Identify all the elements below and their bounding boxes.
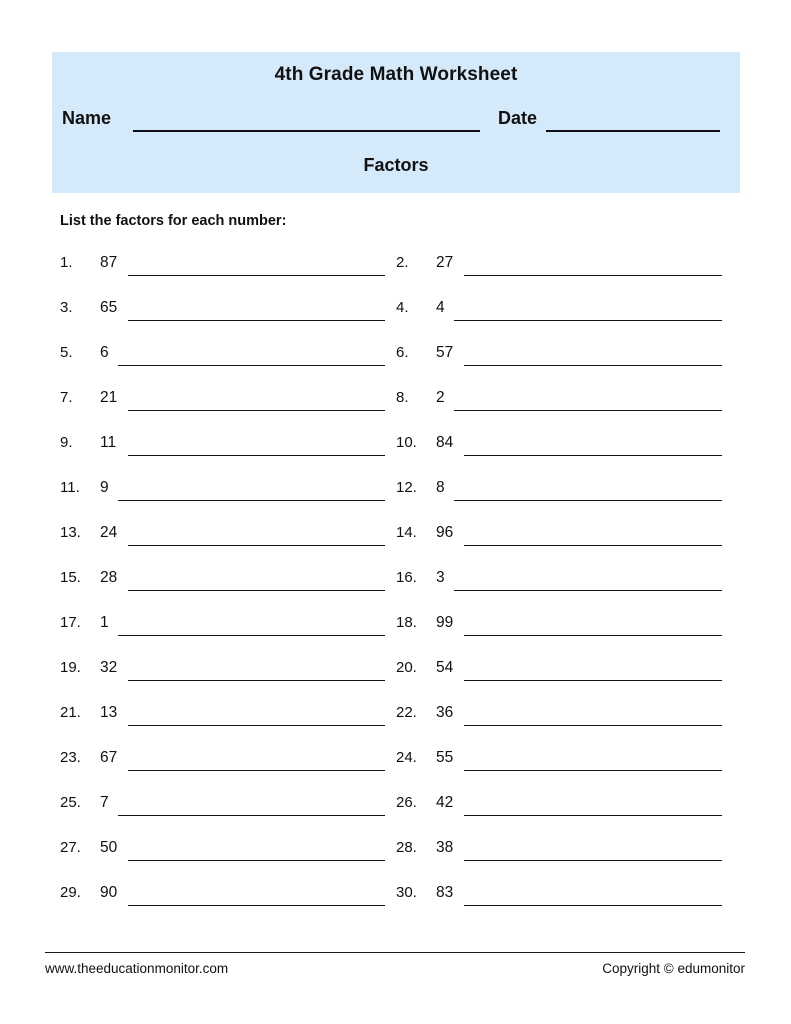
answer-write-in-line[interactable] — [464, 770, 722, 771]
problem-number: 14. — [396, 524, 417, 541]
problem-value: 21 — [100, 389, 118, 406]
problem-row — [0, 839, 791, 884]
problem-item — [60, 434, 385, 464]
problem-item — [396, 344, 722, 374]
problem-row — [0, 389, 791, 434]
problem-number: 3. — [60, 299, 73, 316]
problem-value: 67 — [100, 749, 118, 766]
answer-write-in-line[interactable] — [128, 860, 385, 861]
problem-item — [60, 254, 385, 284]
problem-value: 65 — [100, 299, 118, 316]
worksheet-header-band — [52, 52, 740, 193]
problem-value: 32 — [100, 659, 118, 676]
problem-item — [396, 614, 722, 644]
problem-item — [60, 614, 385, 644]
problem-item — [60, 704, 385, 734]
problem-number: 9. — [60, 434, 73, 451]
problem-item — [60, 794, 385, 824]
problem-number: 1. — [60, 254, 73, 271]
problem-number: 11. — [60, 479, 80, 496]
date-label: Date — [498, 108, 538, 128]
problem-grid — [0, 254, 791, 929]
problem-value: 3 — [436, 569, 445, 586]
problem-value: 36 — [436, 704, 454, 721]
problem-item — [396, 839, 722, 869]
answer-write-in-line[interactable] — [454, 500, 722, 501]
problem-value: 87 — [100, 254, 118, 271]
answer-write-in-line[interactable] — [128, 545, 385, 546]
problem-number: 29. — [60, 884, 81, 901]
problem-item — [60, 344, 385, 374]
problem-value: 90 — [100, 884, 118, 901]
problem-number: 19. — [60, 659, 81, 676]
footer-copyright: Copyright © edumonitor — [602, 961, 745, 976]
problem-number: 25. — [60, 794, 81, 811]
problem-number: 12. — [396, 479, 417, 496]
problem-row — [0, 614, 791, 659]
problem-row — [0, 569, 791, 614]
name-date-row — [52, 108, 740, 138]
problem-value: 96 — [436, 524, 454, 541]
answer-write-in-line[interactable] — [128, 455, 385, 456]
answer-write-in-line[interactable] — [118, 500, 385, 501]
problem-value: 27 — [436, 254, 454, 271]
problem-value: 38 — [436, 839, 454, 856]
problem-item — [396, 659, 722, 689]
problem-item — [396, 884, 722, 914]
problem-row — [0, 749, 791, 794]
problem-value: 13 — [100, 704, 118, 721]
problem-item — [60, 479, 385, 509]
problem-number: 13. — [60, 524, 81, 541]
problem-item — [396, 254, 722, 284]
problem-item — [60, 299, 385, 329]
answer-write-in-line[interactable] — [464, 455, 722, 456]
date-write-in-line[interactable] — [546, 130, 720, 132]
problem-item — [60, 749, 385, 779]
problem-row — [0, 344, 791, 389]
answer-write-in-line[interactable] — [464, 905, 722, 906]
problem-item — [396, 569, 722, 599]
problem-number: 17. — [60, 614, 81, 631]
instructions-text: List the factors for each number: — [60, 213, 287, 229]
answer-write-in-line[interactable] — [464, 635, 722, 636]
answer-write-in-line[interactable] — [128, 680, 385, 681]
name-write-in-line[interactable] — [133, 130, 480, 132]
problem-row — [0, 479, 791, 524]
answer-write-in-line[interactable] — [464, 815, 722, 816]
problem-row — [0, 434, 791, 479]
problem-number: 18. — [396, 614, 417, 631]
problem-row — [0, 794, 791, 839]
footer-website: www.theeducationmonitor.com — [45, 961, 229, 976]
problem-value: 1 — [100, 614, 109, 631]
page-footer — [45, 952, 745, 981]
problem-row — [0, 254, 791, 299]
problem-item — [396, 434, 722, 464]
answer-write-in-line[interactable] — [118, 815, 385, 816]
problem-row — [0, 659, 791, 704]
problem-item — [60, 884, 385, 914]
answer-write-in-line[interactable] — [128, 725, 385, 726]
answer-write-in-line[interactable] — [128, 410, 385, 411]
problem-value: 42 — [436, 794, 454, 811]
problem-number: 28. — [396, 839, 417, 856]
answer-write-in-line[interactable] — [464, 545, 722, 546]
problem-row — [0, 884, 791, 929]
problem-number: 20. — [396, 659, 417, 676]
answer-write-in-line[interactable] — [128, 590, 385, 591]
problem-item — [396, 389, 722, 419]
footer-divider — [45, 952, 745, 953]
answer-write-in-line[interactable] — [464, 860, 722, 861]
problem-number: 8. — [396, 389, 409, 406]
worksheet-subtitle: Factors — [363, 155, 429, 175]
problem-value: 11 — [100, 434, 117, 451]
problem-item — [396, 794, 722, 824]
problem-number: 30. — [396, 884, 417, 901]
problem-value: 6 — [100, 344, 109, 361]
problem-row — [0, 704, 791, 749]
page-title: 4th Grade Math Worksheet — [274, 64, 518, 85]
problem-row — [0, 524, 791, 569]
problem-number: 26. — [396, 794, 417, 811]
problem-number: 6. — [396, 344, 409, 361]
answer-write-in-line[interactable] — [128, 770, 385, 771]
problem-value: 57 — [436, 344, 454, 361]
problem-value: 55 — [436, 749, 454, 766]
answer-write-in-line[interactable] — [454, 410, 722, 411]
problem-number: 23. — [60, 749, 81, 766]
answer-write-in-line[interactable] — [128, 320, 385, 321]
problem-item — [396, 524, 722, 554]
problem-number: 10. — [396, 434, 417, 451]
answer-write-in-line[interactable] — [464, 680, 722, 681]
problem-number: 4. — [396, 299, 409, 316]
problem-number: 7. — [60, 389, 73, 406]
answer-write-in-line[interactable] — [128, 275, 385, 276]
problem-row — [0, 299, 791, 344]
problem-value: 50 — [100, 839, 118, 856]
problem-item — [396, 479, 722, 509]
problem-item — [396, 299, 722, 329]
answer-write-in-line[interactable] — [464, 275, 722, 276]
answer-write-in-line[interactable] — [118, 365, 385, 366]
answer-write-in-line[interactable] — [464, 725, 722, 726]
problem-item — [60, 524, 385, 554]
problem-value: 54 — [436, 659, 454, 676]
problem-number: 16. — [396, 569, 417, 586]
problem-value: 99 — [436, 614, 454, 631]
problem-value: 4 — [436, 299, 445, 316]
problem-value: 83 — [436, 884, 454, 901]
problem-value: 9 — [100, 479, 109, 496]
problem-item — [60, 569, 385, 599]
answer-write-in-line[interactable] — [128, 905, 385, 906]
problem-value: 7 — [100, 794, 109, 811]
problem-item — [60, 389, 385, 419]
problem-item — [60, 839, 385, 869]
problem-number: 2. — [396, 254, 409, 271]
problem-value: 8 — [436, 479, 445, 496]
answer-write-in-line[interactable] — [464, 365, 722, 366]
problem-number: 15. — [60, 569, 81, 586]
problem-number: 22. — [396, 704, 417, 721]
problem-value: 28 — [100, 569, 118, 586]
answer-write-in-line[interactable] — [454, 590, 722, 591]
problem-item — [396, 749, 722, 779]
problem-value: 84 — [436, 434, 454, 451]
problem-number: 21. — [60, 704, 81, 721]
problem-value: 2 — [436, 389, 445, 406]
problem-number: 27. — [60, 839, 81, 856]
problem-item — [60, 659, 385, 689]
problem-value: 24 — [100, 524, 118, 541]
problem-item — [396, 704, 722, 734]
answer-write-in-line[interactable] — [118, 635, 385, 636]
problem-number: 5. — [60, 344, 73, 361]
name-label: Name — [62, 108, 112, 128]
problem-number: 24. — [396, 749, 417, 766]
answer-write-in-line[interactable] — [454, 320, 722, 321]
